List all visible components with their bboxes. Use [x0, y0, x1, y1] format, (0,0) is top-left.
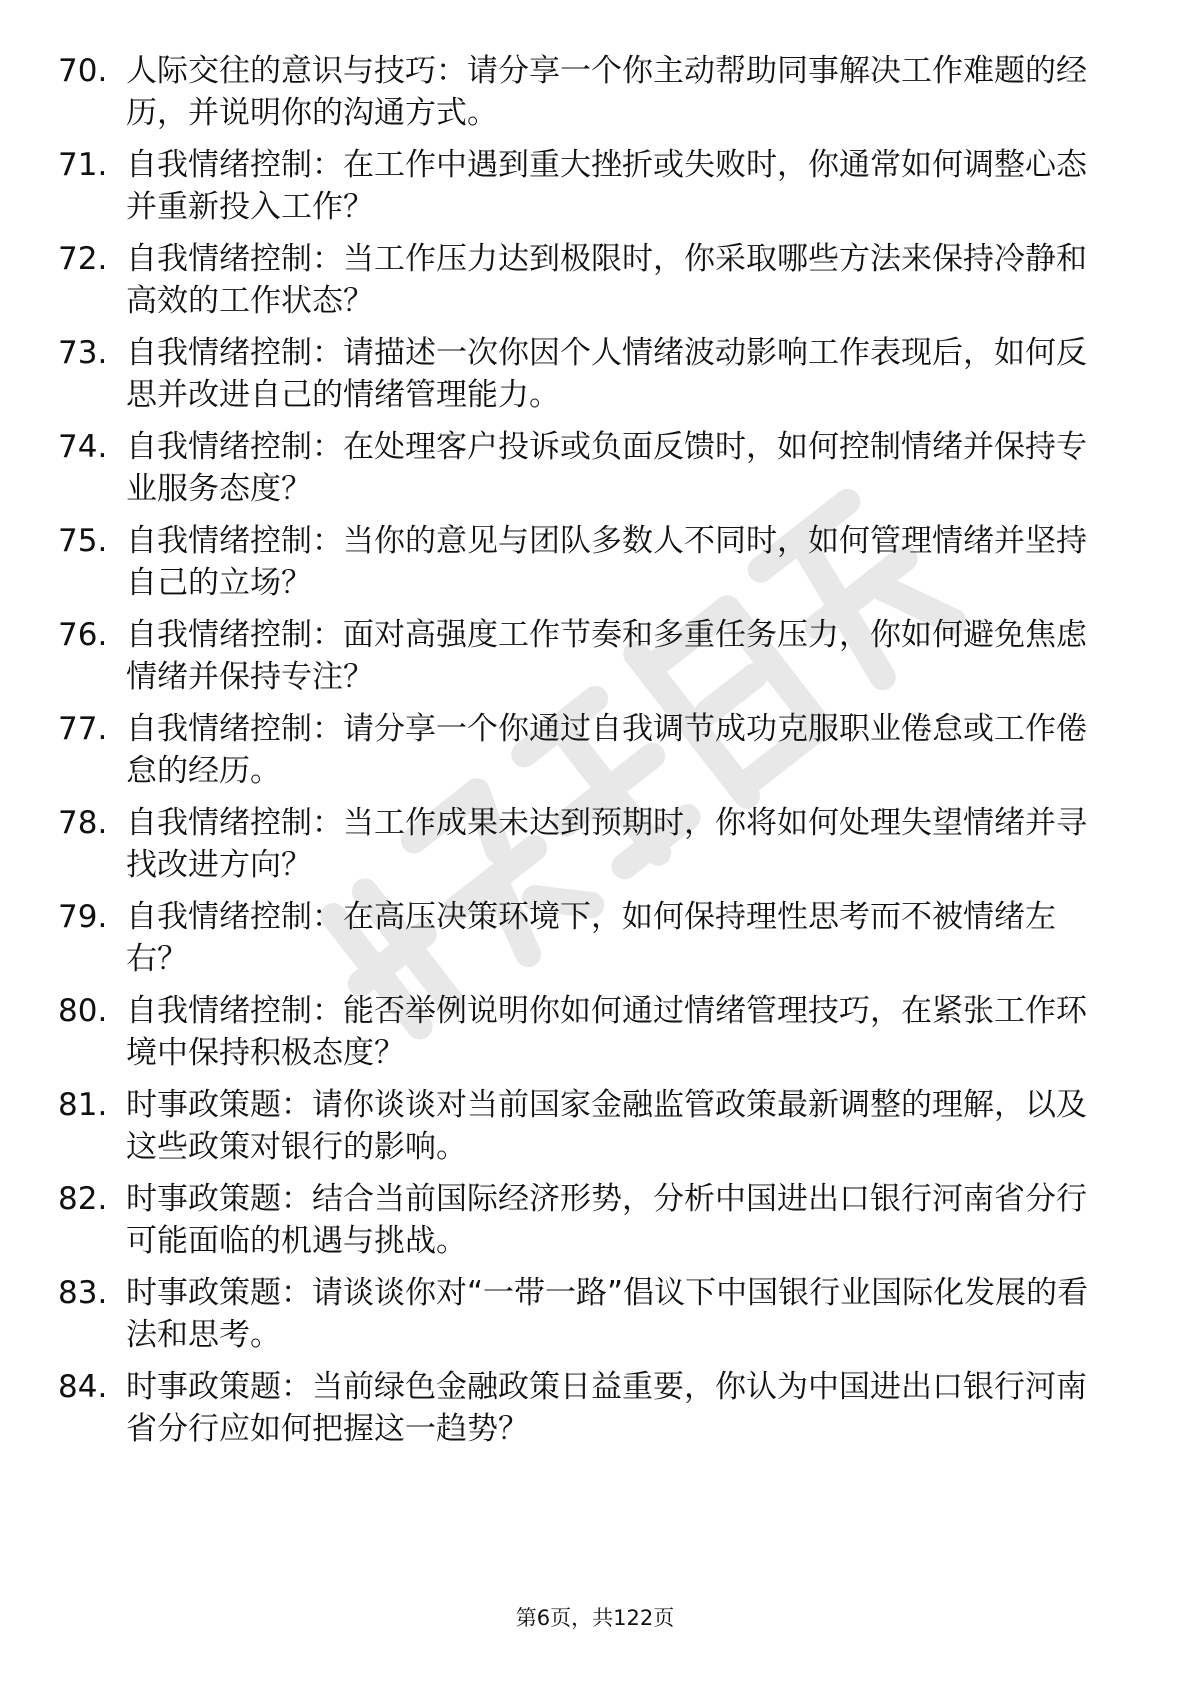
question-item [58, 144, 1118, 228]
question-number: 81. [58, 1087, 108, 1123]
question-number: 82. [58, 1181, 108, 1217]
question-text: 时事政策题：请谈谈你对“一带一路”倡议下中国银行业国际化发展的看法和思考。 [126, 1275, 1089, 1353]
question-number: 76. [58, 617, 108, 653]
question-text: 自我情绪控制：当工作压力达到极限时，你采取哪些方法来保持冷静和高效的工作状态？ [126, 241, 1087, 319]
question-text: 时事政策题：请你谈谈对当前国家金融监管政策最新调整的理解，以及这些政策对银行的影响。 [126, 1087, 1087, 1165]
question-number: 79. [58, 899, 108, 935]
question-number: 80. [58, 993, 108, 1029]
question-number: 74. [58, 429, 108, 465]
question-text: 自我情绪控制：请描述一次你因个人情绪波动影响工作表现后，如何反思并改进自己的情绪管理能力。 [126, 335, 1087, 413]
question-item [58, 520, 1118, 604]
question-number: 78. [58, 805, 108, 841]
question-number: 73. [58, 335, 108, 371]
question-item [58, 426, 1118, 510]
question-number: 70. [58, 53, 108, 89]
question-item [58, 1366, 1118, 1450]
question-item [58, 708, 1118, 792]
question-number: 77. [58, 711, 108, 747]
question-number: 71. [58, 147, 108, 183]
question-text: 自我情绪控制：请分享一个你通过自我调节成功克服职业倦怠或工作倦怠的经历。 [126, 711, 1087, 789]
question-item [58, 1178, 1118, 1262]
page-number-text: 第6页，共122页 [515, 1606, 675, 1630]
question-text: 人际交往的意识与技巧：请分享一个你主动帮助同事解决工作难题的经历，并说明你的沟通方式。 [126, 53, 1087, 131]
question-text: 自我情绪控制：当工作成果未达到预期时，你将如何处理失望情绪并寻找改进方向？ [126, 805, 1087, 883]
question-text: 自我情绪控制：在处理客户投诉或负面反馈时，如何控制情绪并保持专业服务态度？ [126, 429, 1087, 507]
page-footer [0, 1604, 1190, 1632]
question-item [58, 614, 1118, 698]
question-text: 自我情绪控制：在工作中遇到重大挫折或失败时，你通常如何调整心态并重新投入工作？ [126, 147, 1087, 225]
question-item [58, 332, 1118, 416]
question-item [58, 50, 1118, 134]
question-text: 自我情绪控制：面对高强度工作节奏和多重任务压力，你如何避免焦虑情绪并保持专注？ [126, 617, 1087, 695]
question-text: 自我情绪控制：当你的意见与团队多数人不同时，如何管理情绪并坚持自己的立场？ [126, 523, 1087, 601]
question-item [58, 990, 1118, 1074]
question-number: 83. [58, 1275, 108, 1311]
question-number: 72. [58, 241, 108, 277]
question-item [58, 896, 1118, 980]
question-number: 75. [58, 523, 108, 559]
question-text: 时事政策题：结合当前国际经济形势，分析中国进出口银行河南省分行可能面临的机遇与挑战。 [126, 1181, 1087, 1259]
question-number: 84. [58, 1369, 108, 1405]
question-text: 自我情绪控制：能否举例说明你如何通过情绪管理技巧，在紧张工作环境中保持积极态度？ [126, 993, 1087, 1071]
question-item [58, 1084, 1118, 1168]
question-item [58, 1272, 1118, 1356]
question-item [58, 238, 1118, 322]
question-text: 自我情绪控制：在高压决策环境下，如何保持理性思考而不被情绪左右？ [126, 899, 1056, 977]
question-text: 时事政策题：当前绿色金融政策日益重要，你认为中国进出口银行河南省分行应如何把握这一趋势？ [126, 1369, 1087, 1447]
question-item [58, 802, 1118, 886]
